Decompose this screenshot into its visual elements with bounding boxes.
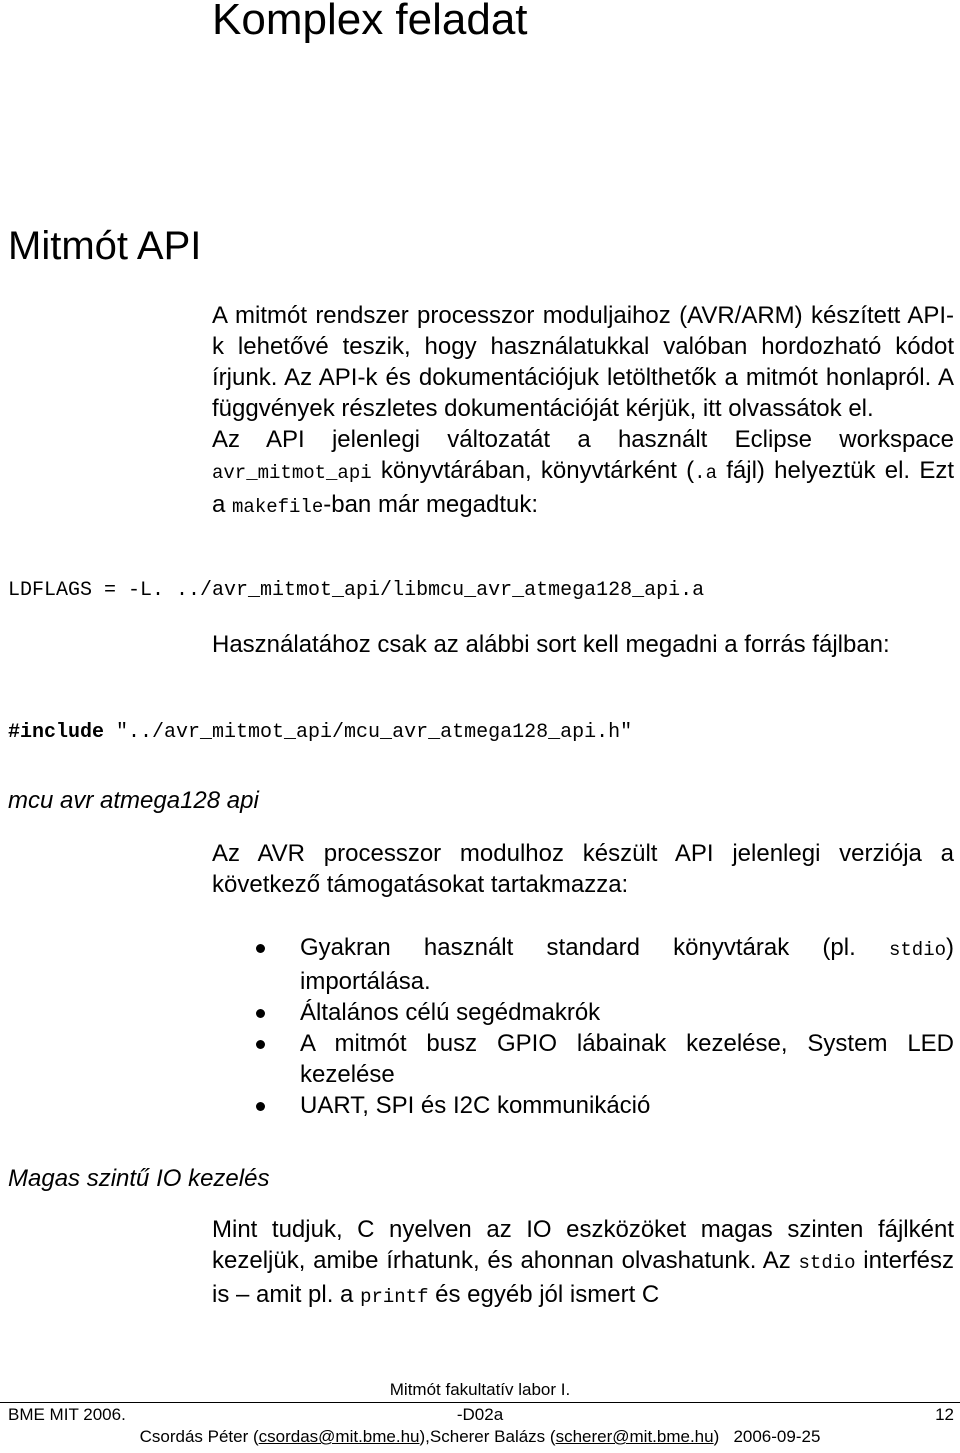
- io-text-c: és egyéb jól ismert C: [428, 1281, 660, 1308]
- subsection-heading-high-level-io: Magas szintű IO kezelés: [8, 1165, 270, 1192]
- include-path: "../avr_mitmot_api/mcu_avr_atmega128_api.h": [104, 721, 633, 744]
- subsection-heading-mcu-api: mcu avr atmega128 api: [8, 787, 259, 814]
- email-link-scherer[interactable]: scherer@mit.bme.hu: [555, 1427, 714, 1446]
- list-item-text: ) importálása.: [300, 934, 954, 995]
- mcu-api-paragraph: Az AVR processzor modulhoz készült API jelenlegi verziója a következő támogatásokat tartakmazza:: [212, 840, 954, 898]
- authors-a: Csordás Péter (: [139, 1427, 259, 1446]
- intro-text-2-b: könyvtárában, könyvtárként (: [371, 457, 695, 484]
- list-item: [212, 997, 954, 1028]
- footer-center: -D02a: [456, 1405, 504, 1424]
- intro-paragraph: [212, 300, 954, 523]
- intro-text-2-d: -ban már megadtuk:: [323, 491, 539, 518]
- io-text-b: interfész is – amit pl. a: [212, 1247, 954, 1308]
- footer-authors: [0, 1427, 960, 1447]
- list-item-text: UART, SPI és I2C kommunikáció: [300, 1092, 651, 1119]
- intro-text-2-c: fájl) helyeztük el. Ezt a: [212, 457, 955, 518]
- io-text-a: Mint tudjuk, C nyelven az IO eszközöket magas szinten fájlként kezeljük, amibe írhatunk, és ahonnan olvashatunk. Az: [212, 1216, 954, 1274]
- list-item-text: A mitmót busz GPIO lábainak kezelése, System LED kezelése: [300, 1030, 954, 1088]
- include-keyword: #include: [8, 721, 105, 744]
- code-stdio-2: stdio: [798, 1252, 856, 1274]
- bullet-icon: [256, 1009, 265, 1018]
- high-level-io-paragraph: [212, 1214, 954, 1313]
- code-printf: printf: [360, 1286, 429, 1308]
- authors-b: ),Scherer Balázs (: [419, 1427, 556, 1446]
- footer-left: BME MIT 2006.: [8, 1405, 126, 1424]
- intro-text-2-a: Az API jelenlegi változatát a használt Eclipse workspace: [212, 426, 954, 453]
- authors-c: ): [713, 1427, 720, 1446]
- list-item: [212, 1090, 954, 1121]
- list-item-text: Általános célú segédmakrók: [300, 999, 601, 1026]
- code-makefile: makefile: [232, 496, 324, 518]
- bullet-icon: [256, 1102, 265, 1111]
- feature-list: [212, 932, 954, 1121]
- code-a-extension: .a: [694, 462, 717, 484]
- list-item-text: Gyakran használt standard könyvtárak (pl.: [300, 934, 889, 961]
- page-number: 12: [935, 1405, 954, 1424]
- code-avr-mitmot-api: avr_mitmot_api: [212, 462, 372, 484]
- intro-text-2: [212, 424, 954, 523]
- list-item: [212, 1028, 954, 1090]
- ldflags-code-line: LDFLAGS = -L. ../avr_mitmot_api/libmcu_avr_atmega128_api.a: [8, 579, 705, 602]
- email-link-csordas[interactable]: csordas@mit.bme.hu: [258, 1427, 420, 1446]
- footer-course: Mitmót fakultatív labor I.: [389, 1380, 571, 1399]
- list-item: [212, 932, 954, 997]
- usage-paragraph: Használatához csak az alábbi sort kell megadni a forrás fájlban:: [212, 631, 890, 658]
- code-stdio: stdio: [888, 939, 946, 961]
- section-heading: Mitmót API: [8, 224, 202, 268]
- bullet-icon: [256, 1040, 265, 1049]
- intro-text: A mitmót rendszer processzor moduljaihoz (AVR/ARM) készített API-k lehetővé teszik, hogy használatukkal valóban hordozható kódot írjunk. Az API-k és dokumentációjuk letölthetők a mitmót honlapról. A függvények részletes dokumentációját kérjük, itt olvassátok el.: [212, 302, 954, 422]
- include-code-line: [8, 719, 632, 747]
- footer-divider: [0, 1402, 960, 1403]
- footer-date: 2006-09-25: [733, 1427, 821, 1446]
- bullet-icon: [256, 944, 265, 953]
- page-header-title: Komplex feladat: [212, 0, 528, 44]
